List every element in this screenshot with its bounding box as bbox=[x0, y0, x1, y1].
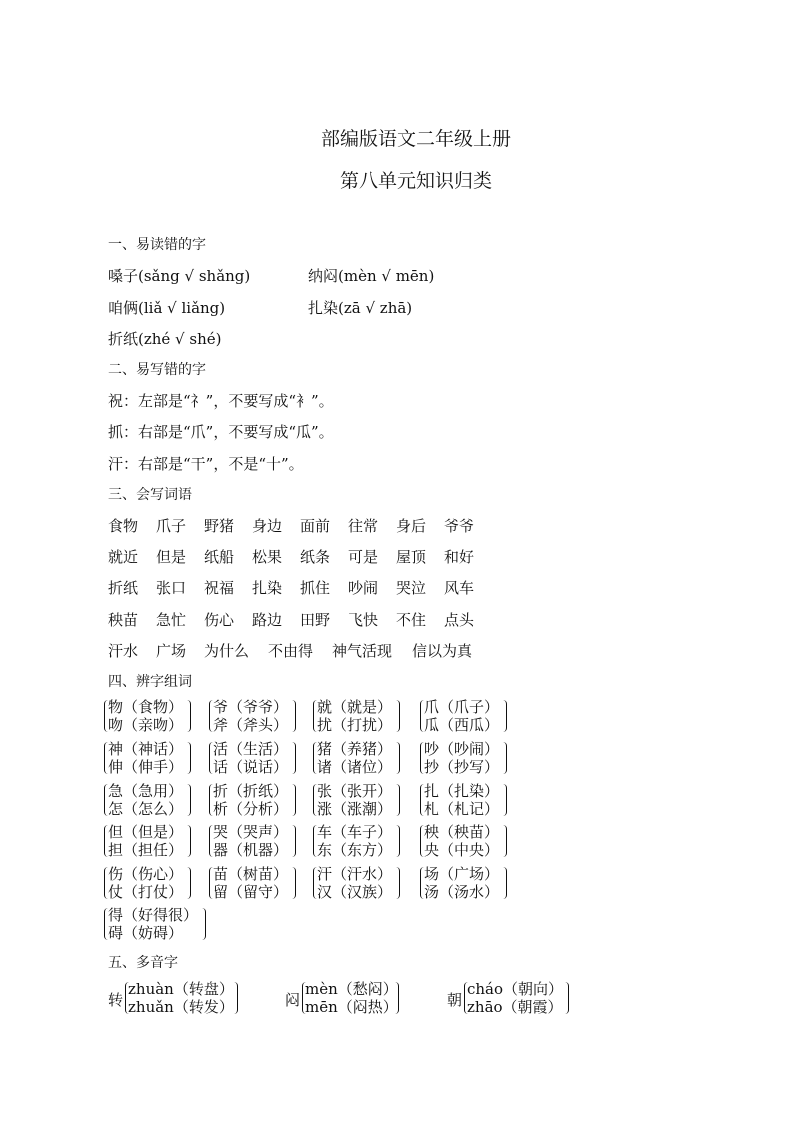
char-pair bbox=[108, 740, 183, 776]
word-item: 不由得 bbox=[268, 642, 314, 660]
word-item: 屋顶 bbox=[396, 548, 427, 566]
word-item: 身边 bbox=[252, 517, 283, 535]
left-brace bbox=[313, 784, 318, 816]
char-pair-entry: 札（札记） bbox=[424, 800, 500, 818]
right-bracket bbox=[565, 982, 569, 1014]
word-item: 纸条 bbox=[300, 548, 331, 566]
word-item: 就近 bbox=[108, 548, 139, 566]
char-pair-entry: 东（东方） bbox=[317, 841, 393, 859]
right-bracket bbox=[396, 742, 400, 774]
char-pair bbox=[108, 782, 183, 818]
left-brace bbox=[420, 784, 425, 816]
char-pair bbox=[108, 698, 183, 734]
char-pair-entry: 吵（吵闹） bbox=[424, 740, 500, 758]
left-brace bbox=[104, 908, 109, 940]
char-pair-entry: 急（急用） bbox=[108, 782, 184, 800]
left-brace bbox=[104, 867, 109, 899]
char-pair-entry: 但（但是） bbox=[108, 823, 184, 841]
char-pair-entry: 析（分析） bbox=[213, 800, 289, 818]
word-item: 吵闹 bbox=[348, 579, 379, 597]
left-brace bbox=[104, 742, 109, 774]
char-pair bbox=[108, 906, 198, 942]
misread-item: 折纸(zhé √ shé) bbox=[108, 330, 222, 348]
char-pair-entry: 秧（秧苗） bbox=[424, 823, 500, 841]
char-pair-entry: 央（中央） bbox=[424, 841, 500, 859]
left-brace bbox=[420, 742, 425, 774]
misread-item: 纳闷(mèn √ mēn) bbox=[308, 267, 435, 285]
word-item: 食物 bbox=[108, 517, 139, 535]
word-item: 伤心 bbox=[204, 611, 235, 629]
char-pair-entry: 汤（汤水） bbox=[424, 883, 500, 901]
miswritten-item: 抓：右部是“爪”，不要写成“瓜”。 bbox=[108, 423, 334, 441]
polyphone-reading: zhuǎn（转发） bbox=[128, 998, 234, 1016]
word-item: 松果 bbox=[252, 548, 283, 566]
word-item: 面前 bbox=[300, 517, 331, 535]
right-bracket bbox=[396, 700, 400, 732]
page-title: 部编版语文二年级上册 bbox=[320, 128, 511, 150]
char-pair bbox=[424, 698, 499, 734]
right-bracket bbox=[187, 742, 191, 774]
left-brace bbox=[420, 825, 425, 857]
word-item: 张口 bbox=[156, 579, 187, 597]
left-brace bbox=[209, 742, 214, 774]
char-pair bbox=[317, 782, 392, 818]
word-item: 飞快 bbox=[348, 611, 379, 629]
word-item: 点头 bbox=[444, 611, 475, 629]
char-pair-entry: 扎（扎染） bbox=[424, 782, 500, 800]
left-brace bbox=[313, 742, 318, 774]
misread-item: 咱俩(liǎ √ liǎng) bbox=[108, 299, 226, 317]
word-item: 往常 bbox=[348, 517, 379, 535]
polyphone-reading: zhuàn（转盘） bbox=[128, 980, 234, 998]
miswritten-item: 祝：左部是“礻”，不要写成“衤”。 bbox=[108, 392, 334, 410]
char-pair bbox=[317, 865, 392, 901]
polyphone-reading: mèn（愁闷） bbox=[305, 980, 398, 998]
misread-item: 嗓子(sǎng √ shǎng) bbox=[108, 267, 251, 285]
char-pair bbox=[424, 782, 499, 818]
left-brace bbox=[313, 700, 318, 732]
word-item: 信以为真 bbox=[412, 642, 473, 660]
char-pair-entry: 吻（亲吻） bbox=[108, 716, 184, 734]
char-pair bbox=[424, 823, 499, 859]
char-pair-entry: 折（折纸） bbox=[213, 782, 289, 800]
char-pair-entry: 诸（诸位） bbox=[317, 758, 393, 776]
char-pair-entry: 抄（抄写） bbox=[424, 758, 500, 776]
word-item: 不住 bbox=[396, 611, 427, 629]
word-item: 田野 bbox=[300, 611, 331, 629]
word-item: 汗水 bbox=[108, 642, 139, 660]
char-pair bbox=[213, 782, 288, 818]
word-item: 折纸 bbox=[108, 579, 139, 597]
right-bracket bbox=[234, 982, 238, 1014]
char-pair-entry: 担（担任） bbox=[108, 841, 184, 859]
char-pair-entry: 汉（汉族） bbox=[317, 883, 393, 901]
char-pair-entry: 器（机器） bbox=[213, 841, 289, 859]
char-pair-entry: 神（神话） bbox=[108, 740, 184, 758]
word-item: 爷爷 bbox=[444, 517, 475, 535]
right-bracket bbox=[503, 825, 507, 857]
left-brace bbox=[104, 784, 109, 816]
word-item: 但是 bbox=[156, 548, 187, 566]
polyphone-reading: mēn（闷热） bbox=[305, 998, 398, 1016]
section-heading-miswritten: 二、易写错的字 bbox=[108, 362, 206, 378]
char-pair bbox=[213, 823, 288, 859]
char-pair-entry: 瓜（西瓜） bbox=[424, 716, 500, 734]
right-bracket bbox=[503, 700, 507, 732]
word-item: 广场 bbox=[156, 642, 187, 660]
char-pair bbox=[108, 823, 183, 859]
right-bracket bbox=[187, 700, 191, 732]
right-bracket bbox=[503, 742, 507, 774]
section-heading-misread: 一、易读错的字 bbox=[108, 237, 206, 253]
left-brace bbox=[420, 700, 425, 732]
char-pair-entry: 斧（斧头） bbox=[213, 716, 289, 734]
word-item: 路边 bbox=[252, 611, 283, 629]
word-item: 野猪 bbox=[204, 517, 235, 535]
polyphone-char: 转 bbox=[108, 991, 124, 1009]
char-pair-entry: 张（张开） bbox=[317, 782, 393, 800]
right-bracket bbox=[396, 825, 400, 857]
left-brace bbox=[420, 867, 425, 899]
word-item: 急忙 bbox=[156, 611, 187, 629]
right-bracket bbox=[395, 982, 399, 1014]
char-pair-entry: 苗（树苗） bbox=[213, 865, 289, 883]
char-pair-entry: 怎（怎么） bbox=[108, 800, 184, 818]
word-item: 神气活现 bbox=[332, 642, 393, 660]
right-bracket bbox=[292, 867, 296, 899]
left-brace bbox=[313, 867, 318, 899]
char-pair bbox=[213, 865, 288, 901]
char-pair-entry: 物（食物） bbox=[108, 698, 184, 716]
char-pair-entry: 活（生活） bbox=[213, 740, 289, 758]
left-brace bbox=[209, 700, 214, 732]
left-brace bbox=[313, 825, 318, 857]
right-bracket bbox=[396, 867, 400, 899]
char-pair-entry: 爪（爪子） bbox=[424, 698, 500, 716]
char-pair-entry: 哭（哭声） bbox=[213, 823, 289, 841]
char-pair bbox=[213, 740, 288, 776]
right-bracket bbox=[292, 742, 296, 774]
right-bracket bbox=[292, 825, 296, 857]
char-pair bbox=[317, 740, 392, 776]
word-item: 祝福 bbox=[204, 579, 235, 597]
polyphone-char: 闷 bbox=[285, 991, 301, 1009]
left-brace bbox=[209, 867, 214, 899]
char-pair-entry: 就（就是） bbox=[317, 698, 393, 716]
char-pair bbox=[424, 865, 499, 901]
section-heading-distinguish: 四、辨字组词 bbox=[108, 674, 192, 690]
char-pair-entry: 仗（打仗） bbox=[108, 883, 184, 901]
left-brace bbox=[209, 784, 214, 816]
section-heading-polyphone: 五、多音字 bbox=[108, 955, 178, 971]
miswritten-item: 汗：右部是“干”，不是“十”。 bbox=[108, 455, 304, 473]
left-brace bbox=[104, 825, 109, 857]
char-pair bbox=[317, 698, 392, 734]
char-pair-entry: 汗（汗水） bbox=[317, 865, 393, 883]
right-bracket bbox=[202, 908, 206, 940]
char-pair bbox=[424, 740, 499, 776]
right-bracket bbox=[187, 825, 191, 857]
word-item: 扎染 bbox=[252, 579, 283, 597]
section-heading-words: 三、会写词语 bbox=[108, 487, 192, 503]
page-subtitle: 第八单元知识归类 bbox=[339, 170, 492, 192]
char-pair bbox=[108, 865, 183, 901]
right-bracket bbox=[187, 784, 191, 816]
word-item: 抓住 bbox=[300, 579, 331, 597]
right-bracket bbox=[503, 867, 507, 899]
right-bracket bbox=[396, 784, 400, 816]
char-pair-entry: 车（车子） bbox=[317, 823, 393, 841]
char-pair bbox=[213, 698, 288, 734]
polyphone-reading: cháo（朝向） bbox=[467, 980, 564, 998]
char-pair bbox=[317, 823, 392, 859]
right-bracket bbox=[187, 867, 191, 899]
word-item: 纸船 bbox=[204, 548, 235, 566]
word-item: 爪子 bbox=[156, 517, 187, 535]
right-bracket bbox=[292, 784, 296, 816]
char-pair-entry: 碍（妨碍） bbox=[108, 924, 184, 942]
right-bracket bbox=[503, 784, 507, 816]
char-pair-entry: 伸（伸手） bbox=[108, 758, 184, 776]
polyphone-reading: zhāo（朝霞） bbox=[467, 998, 563, 1016]
word-item: 身后 bbox=[396, 517, 427, 535]
polyphone-char: 朝 bbox=[447, 991, 463, 1009]
word-item: 和好 bbox=[444, 548, 475, 566]
left-brace bbox=[209, 825, 214, 857]
word-item: 风车 bbox=[444, 579, 475, 597]
word-item: 为什么 bbox=[204, 642, 250, 660]
word-item: 可是 bbox=[348, 548, 379, 566]
char-pair-entry: 伤（伤心） bbox=[108, 865, 184, 883]
word-item: 哭泣 bbox=[396, 579, 427, 597]
char-pair-entry: 涨（涨潮） bbox=[317, 800, 393, 818]
char-pair-entry: 得（好得很） bbox=[108, 906, 199, 924]
char-pair-entry: 猪（养猪） bbox=[317, 740, 393, 758]
right-bracket bbox=[292, 700, 296, 732]
char-pair-entry: 话（说话） bbox=[213, 758, 289, 776]
left-brace bbox=[104, 700, 109, 732]
word-item: 秧苗 bbox=[108, 611, 139, 629]
char-pair-entry: 扰（打扰） bbox=[317, 716, 393, 734]
char-pair-entry: 留（留守） bbox=[213, 883, 289, 901]
char-pair-entry: 场（广场） bbox=[424, 865, 500, 883]
char-pair-entry: 爷（爷爷） bbox=[213, 698, 289, 716]
misread-item: 扎染(zā √ zhā) bbox=[308, 299, 413, 317]
